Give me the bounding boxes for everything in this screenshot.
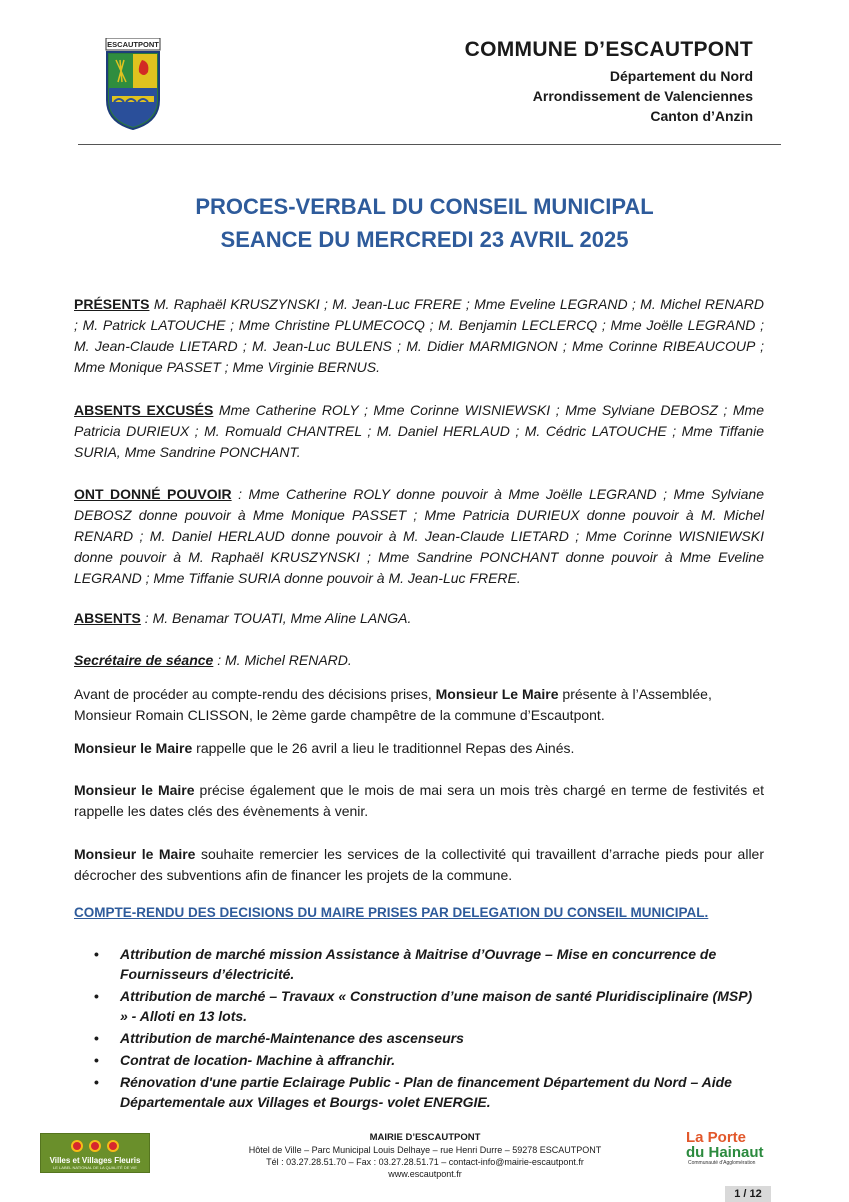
footer-address-line: Hôtel de Ville – Parc Municipal Louis Delhaye – rue Henri Durre – 59278 ESCAUTPONT (248, 1145, 602, 1155)
list-item-text: Attribution de marché mission Assistance à Maitrise d’Ouvrage – Mise en concurrence de Fournisseurs d’électricité. (120, 946, 717, 982)
secretaire-text: M. Michel RENARD. (225, 652, 352, 668)
pouvoirs-text: Mme Catherine ROLY donne pouvoir à Mme Joëlle LEGRAND ; Mme Sylviane DEBOSZ donne pouvoir à Mme Monique PASSET ; Mme Patricia DURIEUX donne pouvoir à M. Michel RENARD ; M. Daniel HERLAUD donne pouvoir à M. Jean-Claude LIETARD ; Mme Corinne WISNIEWSKI donne pouvoir à M. Raphaël KRUSZYNSKI ; Mme Sandrine PONCHANT donne pouvoir à Mme Eveline LEGRAND ; Mme Tiffanie SURIA donne pouvoir à M. Jean-Luc FRERE. (74, 486, 764, 586)
list-item-text: Rénovation d'une partie Eclairage Public - Plan de financement Département du Nord – Aide Départementale aux Villages et Bourgs- volet ENERGIE. (120, 1074, 732, 1110)
p1-text-c: présente à l’Assemblée, Monsieur Romain CLISSON, le 2ème garde champêtre de la commune d’Escautpont. (74, 686, 712, 723)
bullet-icon: • (94, 1074, 99, 1090)
absents-text: M. Benamar TOUATI, Mme Aline LANGA. (152, 610, 412, 626)
p3-text: précise également que le mois de mai sera un mois très chargé en terme de festivités et rappelle les dates clés des évènements à venir. (74, 782, 764, 819)
villes-villages-fleuris-logo (40, 1133, 150, 1173)
paragraph-4 (74, 844, 764, 886)
paragraph-2 (74, 738, 764, 759)
bullet-icon: • (94, 946, 99, 962)
p2-text: rappelle que le 26 avril a lieu le traditionnel Repas des Ainés. (192, 740, 575, 756)
right-logo-line-2: du Hainaut (686, 1144, 764, 1161)
absents-sep: : (140, 610, 153, 626)
left-logo-label: Villes et Villages Fleuris (49, 1156, 141, 1165)
document-title (0, 190, 849, 256)
department-line: Département du Nord (609, 68, 753, 84)
flowers-icon (41, 1134, 149, 1156)
porte-du-hainaut-logo (686, 1130, 786, 1166)
bullet-icon: • (94, 1052, 99, 1068)
list-item (94, 1072, 754, 1112)
right-logo-line-1: La Porte (686, 1129, 747, 1146)
paragraph-3 (74, 780, 764, 822)
pouvoirs-label: ONT DONNÉ POUVOIR (74, 486, 232, 502)
page-number: 1 / 12 (725, 1186, 771, 1202)
absents-excuses-text: Mme Catherine ROLY ; Mme Corinne WISNIEWSKI ; Mme Sylviane DEBOSZ ; Mme Patricia DURIEUX ; M. Romuald CHANTREL ; M. Daniel HERLAUD ; M. Cédric LATOUCHE ; Mme Tiffanie SURIA, Mme Sandrine PONCHANT. (74, 402, 764, 460)
footer-contact-line: Tél : 03.27.28.51.70 – Fax : 03.27.28.51.71 – contact-info@mairie-escautpont.fr (266, 1157, 584, 1167)
bullet-icon: • (94, 988, 99, 1004)
left-logo-sub: LE LABEL NATIONAL DE LA QUALITÉ DE VIE (53, 1165, 137, 1170)
p1-text-a: Avant de procéder au compte-rendu des décisions prises, (74, 686, 436, 702)
list-item (94, 986, 754, 1026)
canton-line: Canton d’Anzin (650, 108, 753, 124)
list-item (94, 944, 754, 984)
absents-excuses-paragraph (74, 400, 764, 463)
list-item (94, 1050, 754, 1070)
section-title: COMPTE-RENDU DES DECISIONS DU MAIRE PRISES PAR DELEGATION DU CONSEIL MUNICIPAL. (74, 905, 709, 920)
list-item-text: Attribution de marché-Maintenance des ascenseurs (120, 1030, 464, 1046)
escautpont-crest-logo (104, 38, 162, 130)
absents-paragraph (74, 608, 764, 629)
presents-paragraph (74, 294, 764, 378)
title-line-2: SEANCE DU MERCREDI 23 AVRIL 2025 (220, 227, 629, 252)
p4-maire: Monsieur le Maire (74, 846, 196, 862)
footer-title: MAIRIE D’ESCAUTPONT (369, 1132, 481, 1143)
commune-name: COMMUNE D’ESCAUTPONT (464, 38, 753, 61)
footer-website-link[interactable]: www.escautpont.fr (388, 1169, 462, 1179)
p2-maire: Monsieur le Maire (74, 740, 193, 756)
letterhead (200, 38, 753, 126)
svg-text:ESCAUTPONT: ESCAUTPONT (107, 40, 159, 49)
list-item-text: Attribution de marché – Travaux « Construction d’une maison de santé Pluridisciplinaire (MSP) » - Alloti en 13 lots. (120, 988, 753, 1024)
secretaire-sep: : (213, 652, 225, 668)
title-line-1: PROCES-VERBAL DU CONSEIL MUNICIPAL (195, 194, 654, 219)
p3-maire: Monsieur le Maire (74, 782, 195, 798)
secretaire-label: Secrétaire de séance (74, 652, 214, 668)
pouvoirs-paragraph (74, 484, 764, 589)
absents-excuses-label: ABSENTS EXCUSÉS (74, 402, 214, 418)
decision-list (94, 944, 754, 1114)
arrondissement-line: Arrondissement de Valenciennes (532, 88, 753, 104)
right-logo-line-3: Communauté d'Agglomération (688, 1160, 756, 1166)
p1-maire: Monsieur Le Maire (435, 686, 559, 702)
bullet-icon: • (94, 1030, 99, 1046)
presents-label: PRÉSENTS (74, 296, 150, 312)
header-divider (78, 144, 781, 145)
secretaire-paragraph (74, 650, 764, 671)
presents-text: M. Raphaël KRUSZYNSKI ; M. Jean-Luc FRERE ; Mme Eveline LEGRAND ; M. Michel RENARD ; M. Patrick LATOUCHE ; Mme Christine PLUMECOCQ ; M. Benjamin LECLERCQ ; Mme Joëlle LEGRAND ; M. Jean-Claude LIETARD ; M. Jean-Luc BULENS ; M. Didier MARMIGNON ; Mme Corinne RIBEAUCOUP ; Mme Monique PASSET ; Mme Virginie BERNUS. (74, 296, 764, 375)
paragraph-1 (74, 684, 764, 726)
list-item (94, 1028, 754, 1048)
list-item-text: Contrat de location- Machine à affranchir. (120, 1052, 396, 1068)
pouvoirs-sep: : (231, 486, 249, 502)
p4-text: souhaite remercier les services de la collectivité qui travaillent d’arrache pieds pour aller décrocher des subventions afin de financer les projets de la commune. (74, 846, 764, 883)
footer-address (180, 1132, 670, 1180)
absents-label: ABSENTS (74, 610, 141, 626)
